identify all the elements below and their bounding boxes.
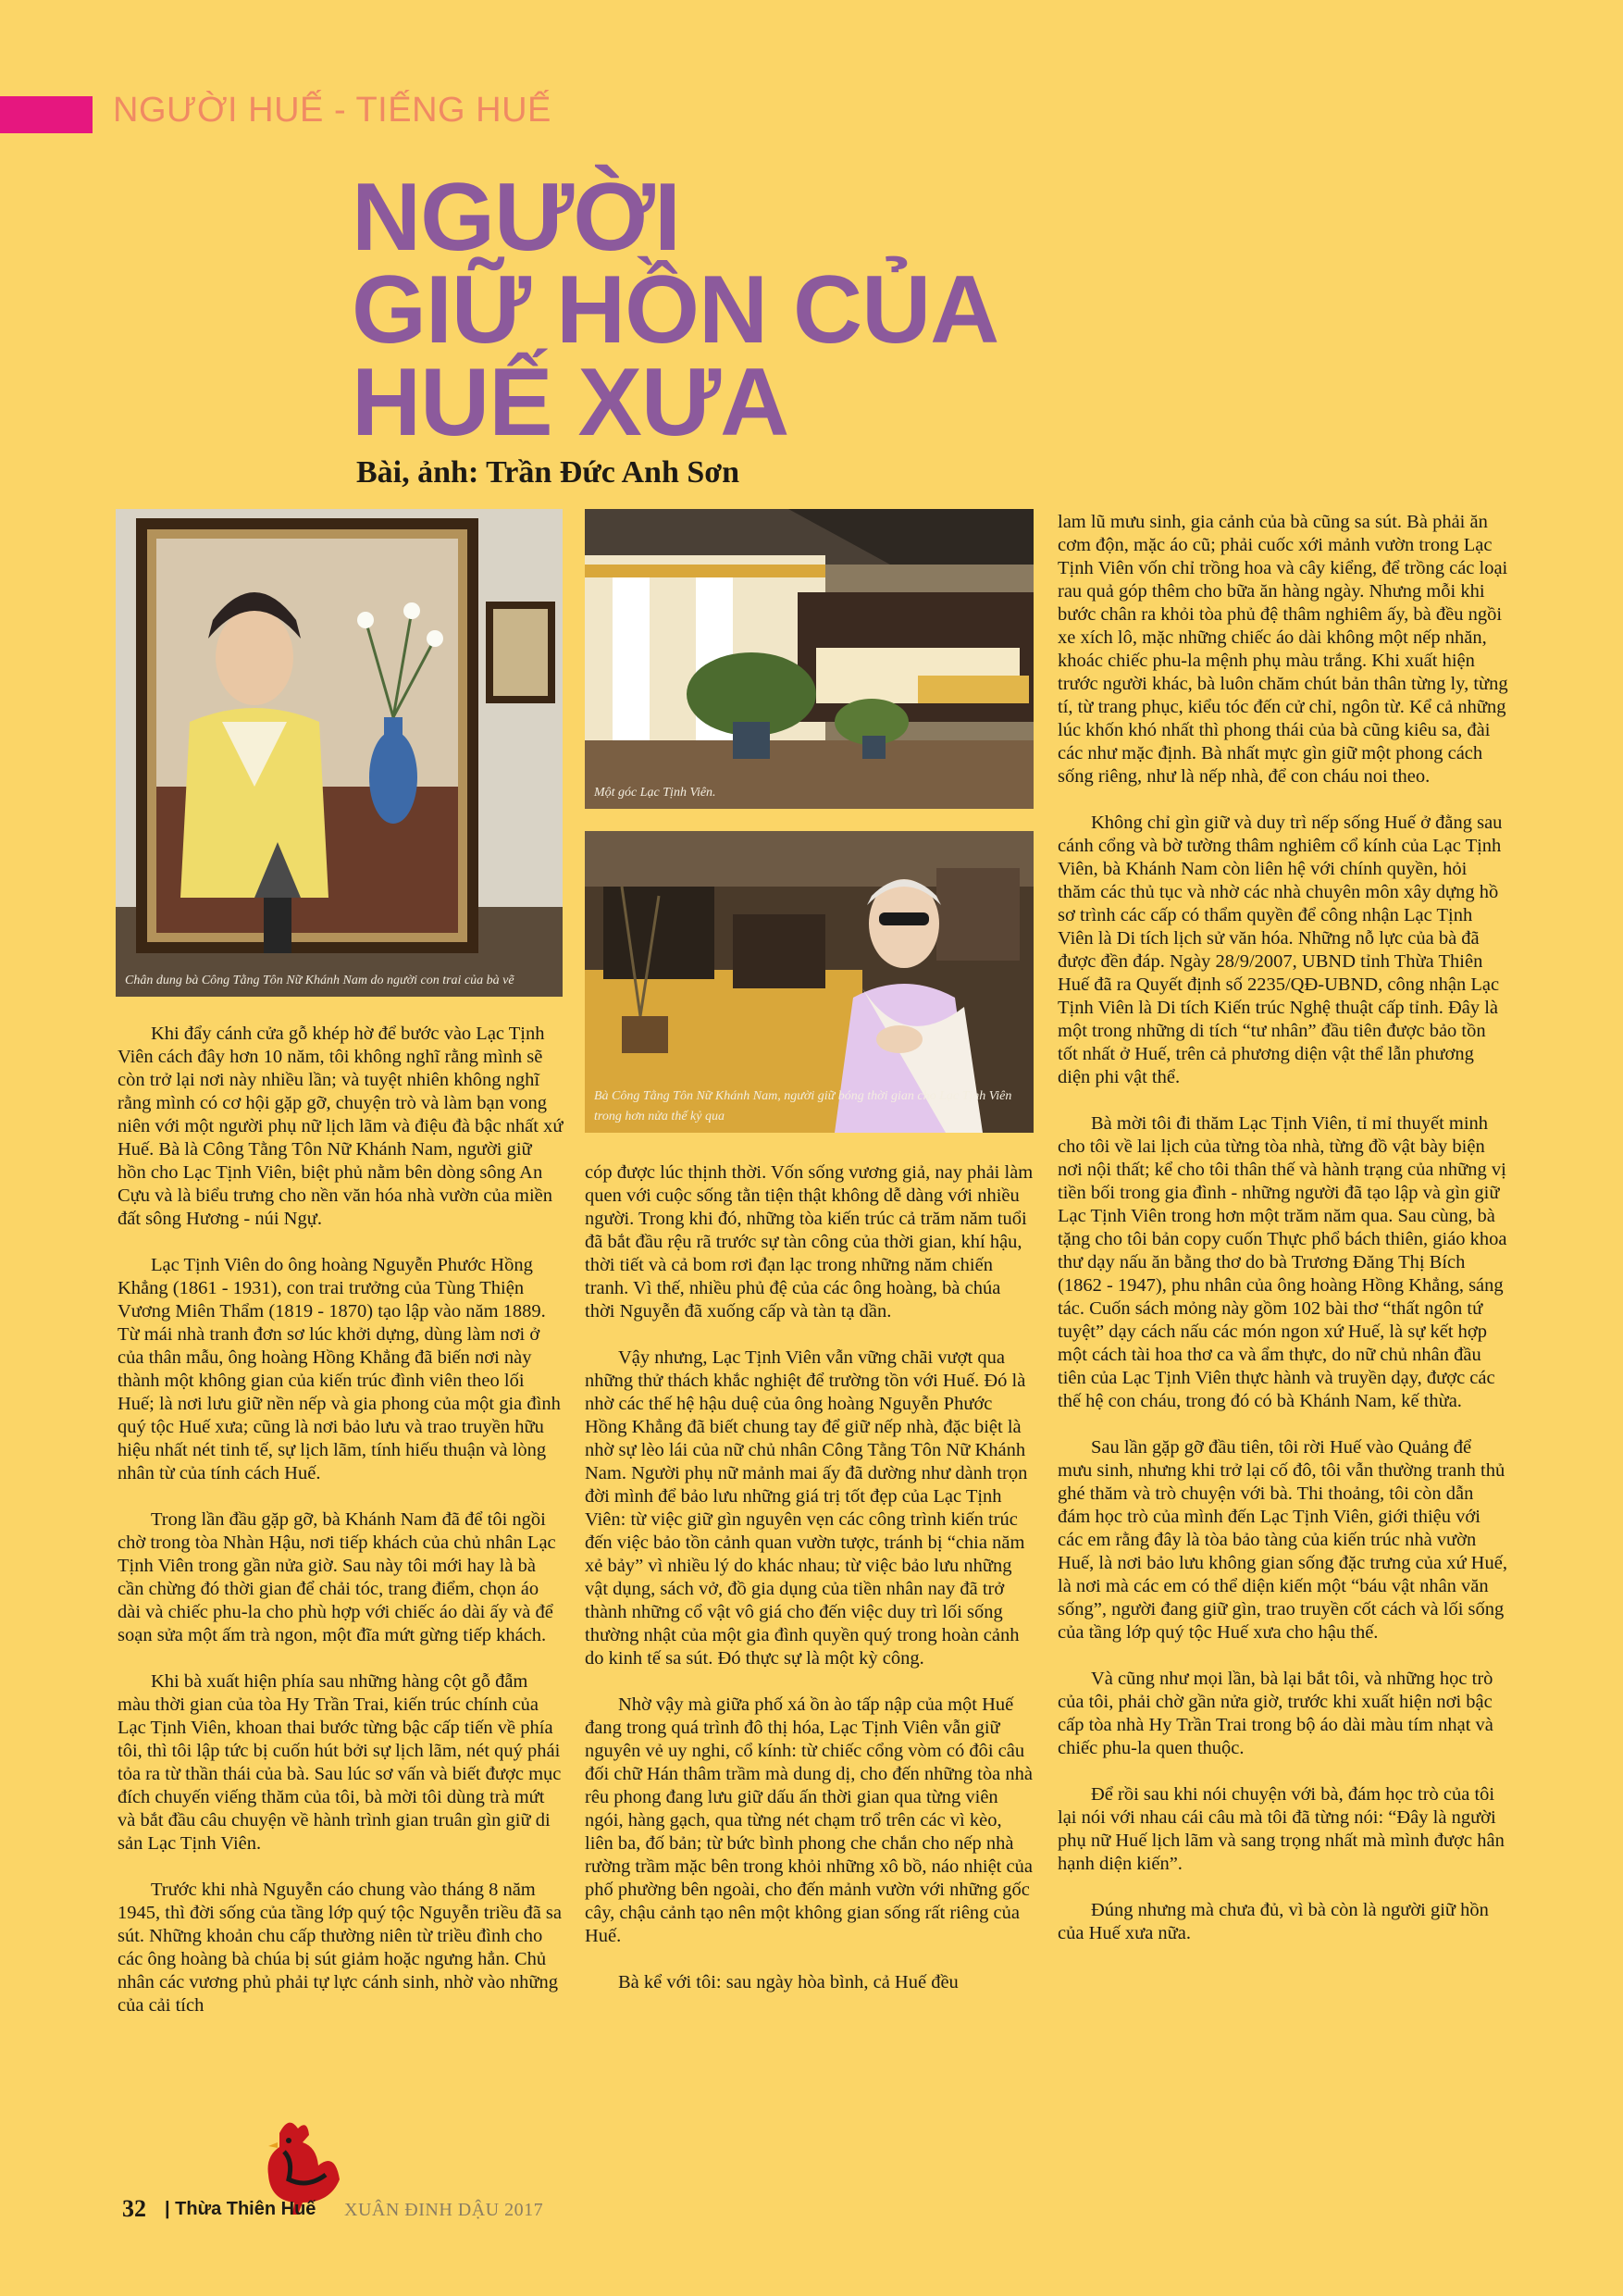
paragraph: Bà kể với tôi: sau ngày hòa bình, cả Huế đều [618, 1972, 959, 1992]
issue-label: XUÂN ĐINH DẬU 2017 [344, 2200, 544, 2220]
title-line: HUẾ XƯA [352, 349, 789, 456]
portrait-caption: Chân dung bà Công Tằng Tôn Nữ Khánh Nam do người con trai của bà vẽ [125, 974, 514, 987]
house-caption: Một góc Lạc Tịnh Viên. [594, 786, 716, 800]
title-line: NGƯỜI [352, 164, 680, 271]
house-photo [585, 509, 1034, 809]
paragraph: Trong lần đầu gặp gỡ, bà Khánh Nam đã để tôi ngồi chờ trong tòa Nhàn Hậu, nơi tiếp khách của chủ nhân Lạc Tịnh Viên trong gần nửa giờ. Sau này tôi mới hay là bà cần chừng đó thời gian để chải tóc, trang điểm, chọn áo dài và chiếc phu-la cho phù hợp với chiếc áo dài ấy và để soạn sửa một ấm trà ngon, một đĩa mứt gừng tiếp khách. [118, 1509, 556, 1645]
paragraph: Vậy nhưng, Lạc Tịnh Viên vẫn vững chãi vượt qua những thử thách khắc nghiệt để trường tồn với Huế. Đó là nhờ các thế hệ hậu duệ của ông hoàng Nguyễn Phước Hồng Khẳng đã biết chung tay để giữ nếp nhà, đặc biệt là nhờ sự lèo lái của nữ chủ nhân Công Tằng Tôn Nữ Khánh Nam. Người phụ nữ mảnh mai ấy đã dường như dành trọn đời mình để bảo lưu những giá trị tốt đẹp của Lạc Tịnh Viên: từ việc giữ gìn nguyên vẹn các công trình kiến trúc đến việc bảo tồn cảnh quan vườn tược, tránh bị “chia năm xẻ bảy” vì nhiều lý do khác nhau; từ việc bảo lưu những vật dụng, sách vở, đồ gia dụng của tiền nhân nay đã trở thành những cổ vật vô giá cho đến việc duy trì lối sống thường nhật của một gia đình quyền quý trong hoàn cảnh do kinh tế sa sút. Đó thực sự là một kỳ công. [585, 1347, 1028, 1669]
section-label: NGƯỜI HUẾ - TIẾNG HUẾ [113, 91, 551, 130]
article-title [352, 164, 1055, 456]
magazine-name: | Thừa Thiên Huế [165, 2199, 316, 2219]
paragraph: Nhờ vậy mà giữa phố xá ồn ào tấp nập của một Huế đang trong quá trình đô thị hóa, Lạc Tịnh Viên vẫn giữ nguyên vẻ uy nghi, cổ kính: từ chiếc cổng vòm có đôi câu đối chữ Hán thâm trầm mà dung dị, cho đến những tòa nhà rêu phong đang lưu giữ dấu ấn thời gian qua từng viên ngói, hàng gạch, qua từng nét chạm trổ trên các vì kèo, liên ba, đố bản; từ bức bình phong che chắn cho nếp nhà rường trầm mặc bên trong khỏi những xô bồ, náo nhiệt của phố phường bên ngoài, cho đến mảnh vườn với những gốc cây, chậu cảnh tạo nên một không gian sống rất riêng của Huế. [585, 1694, 1033, 1946]
column-1-text [118, 1023, 564, 2041]
magazine-name-text: Thừa Thiên Huế [175, 2199, 316, 2219]
paragraph: Để rồi sau khi nói chuyện với bà, đám học trò của tôi lại nói với nhau cái câu mà tôi đã từng nói: “Đây là người phụ nữ Huế lịch lãm và sang trọng nhất mà mình được hân hạnh diện kiến”. [1058, 1784, 1505, 1874]
paragraph: Trước khi nhà Nguyễn cáo chung vào tháng 8 năm 1945, thì đời sống của tầng lớp quý tộc Nguyễn triều đã sa sút. Những khoản chu cấp thường niên từ triều đình cho các ông hoàng bà chúa bị sút giảm hoặc ngưng hẳn. Chủ nhân các vương phủ phải tự lực cánh sinh, nhờ vào những của cải tích [118, 1880, 562, 2016]
paragraph: Và cũng như mọi lần, bà lại bắt tôi, và những học trò của tôi, phải chờ gần nửa giờ, trước khi xuất hiện nơi bậc cấp tòa nhà Hy Trần Trai trong bộ áo dài màu tím nhạt và chiếc phu-la quen thuộc. [1058, 1669, 1493, 1758]
paragraph: Đúng nhưng mà chưa đủ, vì bà còn là người giữ hồn của Huế xưa nữa. [1058, 1900, 1489, 1943]
paragraph: Khi bà xuất hiện phía sau những hàng cột gỗ đẫm màu thời gian của tòa Hy Trần Trai, kiến trúc chính của Lạc Tịnh Viên, khoan thai bước từng bậc cấp tiến về phía tôi, thì tôi lập tức bị cuốn hút bởi sự lịch lãm, nét quý phái tỏa ra từ thần thái của bà. Sau lúc sơ vấn và biết được mục đích chuyến viếng thăm của tôi, bà mời tôi dùng trà mứt và bắt đầu câu chuyện về hành trình gian truân gìn giữ di sản Lạc Tịnh Viên. [118, 1671, 562, 1854]
byline: Bài, ảnh: Trần Đức Anh Sơn [356, 455, 739, 490]
paragraph: Khi đẩy cánh cửa gỗ khép hờ để bước vào Lạc Tịnh Viên cách đây hơn 10 năm, tôi không nghĩ rằng mình sẽ còn trở lại nơi này nhiều lần; và tuyệt nhiên không nghĩ rằng mình có cơ hội gặp gỡ, chuyện trò và làm bạn vong niên với một người phụ nữ lịch lãm và điệu đà bậc nhất xứ Huế. Bà là Công Tằng Tôn Nữ Khánh Nam, người giữ hồn cho Lạc Tịnh Viên, biệt phủ nằm bên dòng sông An Cựu và là biểu trưng cho nền văn hóa nhà vườn của miền đất sông Hương - núi Ngự. [118, 1024, 564, 1229]
portrait-photo [116, 509, 563, 997]
column-3-text [1058, 511, 1509, 1968]
paragraph: Bà mời tôi đi thăm Lạc Tịnh Viên, tỉ mỉ thuyết minh cho tôi về lai lịch của từng tòa nhà, từng đồ vật bày biện nơi nội thất; kể cho tôi thân thế và hành trạng của những vị tiền bối trong gia đình - những người đã tạo lập và gìn giữ Lạc Tịnh Viên trong hơn một trăm năm qua. Sau cùng, bà tặng cho tôi bản copy cuốn Thực phổ bách thiên, giáo khoa thư dạy nấu ăn bằng thơ do bà Trương Đăng Thị Bích (1862 - 1947), phu nhân của ông hoàng Hồng Khẳng, sáng tác. Cuốn sách mỏng này gồm 102 bài thơ “thất ngôn tứ tuyệt” dạy cách nấu các món ngon xứ Huế, là sự kết hợp một cách tài hoa thơ ca và ẩm thực, do nữ chủ nhân đầu tiên của Lạc Tịnh Viên thực hành và truyền dạy, được các thế hệ con cháu, trong đó có bà Khánh Nam, kế thừa. [1058, 1113, 1507, 1411]
lady-photo [585, 831, 1034, 1133]
paragraph: Không chỉ gìn giữ và duy trì nếp sống Huế ở đằng sau cánh cổng và bờ tường thâm nghiêm cổ kính của Lạc Tịnh Viên, bà Khánh Nam còn liên hệ với chính quyền, hỏi thăm các thủ tục và nhờ các nhà chuyên môn xây dựng hồ sơ trình các cấp có thẩm quyền để công nhận Lạc Tịnh Viên là Di tích lịch sử văn hóa. Những nỗ lực của bà đã được đền đáp. Ngày 28/9/2007, UBND tỉnh Thừa Thiên Huế đã ra Quyết định số 2235/QĐ-UBND, công nhận Lạc Tịnh Viên là Di tích Kiến trúc Nghệ thuật cấp tỉnh. Đây là một trong những di tích “tư nhân” đầu tiên được bảo tồn tốt nhất ở Huế, trên cả phương diện vật thể lẫn phương diện phi vật thể. [1058, 813, 1503, 1087]
paragraph: Sau lần gặp gỡ đầu tiên, tôi rời Huế vào Quảng để mưu sinh, nhưng khi trở lại cố đô, tôi vẫn thường tranh thủ ghé thăm và trò chuyện với bà. Thi thoảng, tôi còn dẫn đám học trò của mình đến Lạc Tịnh Viên, giới thiệu với các em rằng đây là tòa bảo tàng của kiến trúc nhà vườn Huế, là nơi bảo lưu không gian sống đặc trưng của xứ Huế, là nơi mà các em có thể diện kiến một “báu vật nhân văn sống”, người đang giữ gìn, trao truyền cốt cách và lối sống của tầng lớp quý tộc Huế xưa cho hậu thế. [1058, 1437, 1507, 1643]
column-2-text [585, 1161, 1035, 2017]
paragraph: lam lũ mưu sinh, gia cảnh của bà cũng sa sút. Bà phải ăn cơm độn, mặc áo cũ; phải cuốc xới mảnh vườn trong Lạc Tịnh Viên vốn chỉ trồng hoa và cây kiểng, để trồng các loại rau quả góp thêm cho bữa ăn hàng ngày. Nhưng mỗi khi bước chân ra khỏi tòa phủ đệ thâm nghiêm ấy, bà đều ngồi xe xích lô, mặc những chiếc áo dài không một nếp nhăn, khoác chiếc phu-la mệnh phụ màu trắng. Khi xuất hiện trước người khác, bà luôn chăm chút bản thân từng ly, từng tí, từ trang phục, kiểu tóc đến cử chỉ, ngôn từ. Kể cả những lúc khốn khó nhất thì phong thái của bà cũng kiêu sa, đài các như mặc định. Bà nhất mực gìn giữ một phong cách sống riêng, như là nếp nhà, để con cháu noi theo. [1058, 512, 1508, 787]
paragraph: Lạc Tịnh Viên do ông hoàng Nguyễn Phước Hồng Khẳng (1861 - 1931), con trai trưởng của Tùng Thiện Vương Miên Thẩm (1819 - 1870) tạo lập vào năm 1889. Từ mái nhà tranh đơn sơ lúc khởi dựng, dùng làm nơi ở của thân mẫu, ông hoàng Hồng Khẳng đã biến nơi này thành một không gian của kiến trúc đình viên theo lối Huế; là nơi lưu giữ nền nếp và gia phong của một gia đình quý tộc Huế xưa; cũng là nơi bảo lưu và trao truyền hữu hiệu nhất nét tinh tế, sự lịch lãm, tính hiếu thuận và lòng nhân từ của tính cách Huế. [118, 1255, 561, 1483]
title-line: GIỮ HỒN CỦA [352, 256, 999, 364]
section-color-bar [0, 96, 93, 133]
lady-caption: Bà Công Tằng Tôn Nữ Khánh Nam, người giữ bóng thời gian cho Lạc Tịnh Viên trong hơn nửa thế kỷ qua [594, 1089, 1012, 1123]
house-photo-image [585, 509, 1034, 809]
page-number: 32 [122, 2195, 146, 2222]
paragraph: cóp được lúc thịnh thời. Vốn sống vương giả, nay phải làm quen với cuộc sống tằn tiện thật không dễ dàng với nhiều người. Trong khi đó, những tòa kiến trúc cả trăm năm tuổi đã bắt đầu rệu rã trước sự tàn công của thời gian, khí hậu, thời tiết và cả bom rơi đạn lạc trong những năm chiến tranh. Vì thế, nhiều phủ đệ của các ông hoàng, bà chúa thời Nguyễn đã xuống cấp và tàn tạ dần. [585, 1162, 1034, 1322]
portrait-photo-image [116, 509, 563, 997]
